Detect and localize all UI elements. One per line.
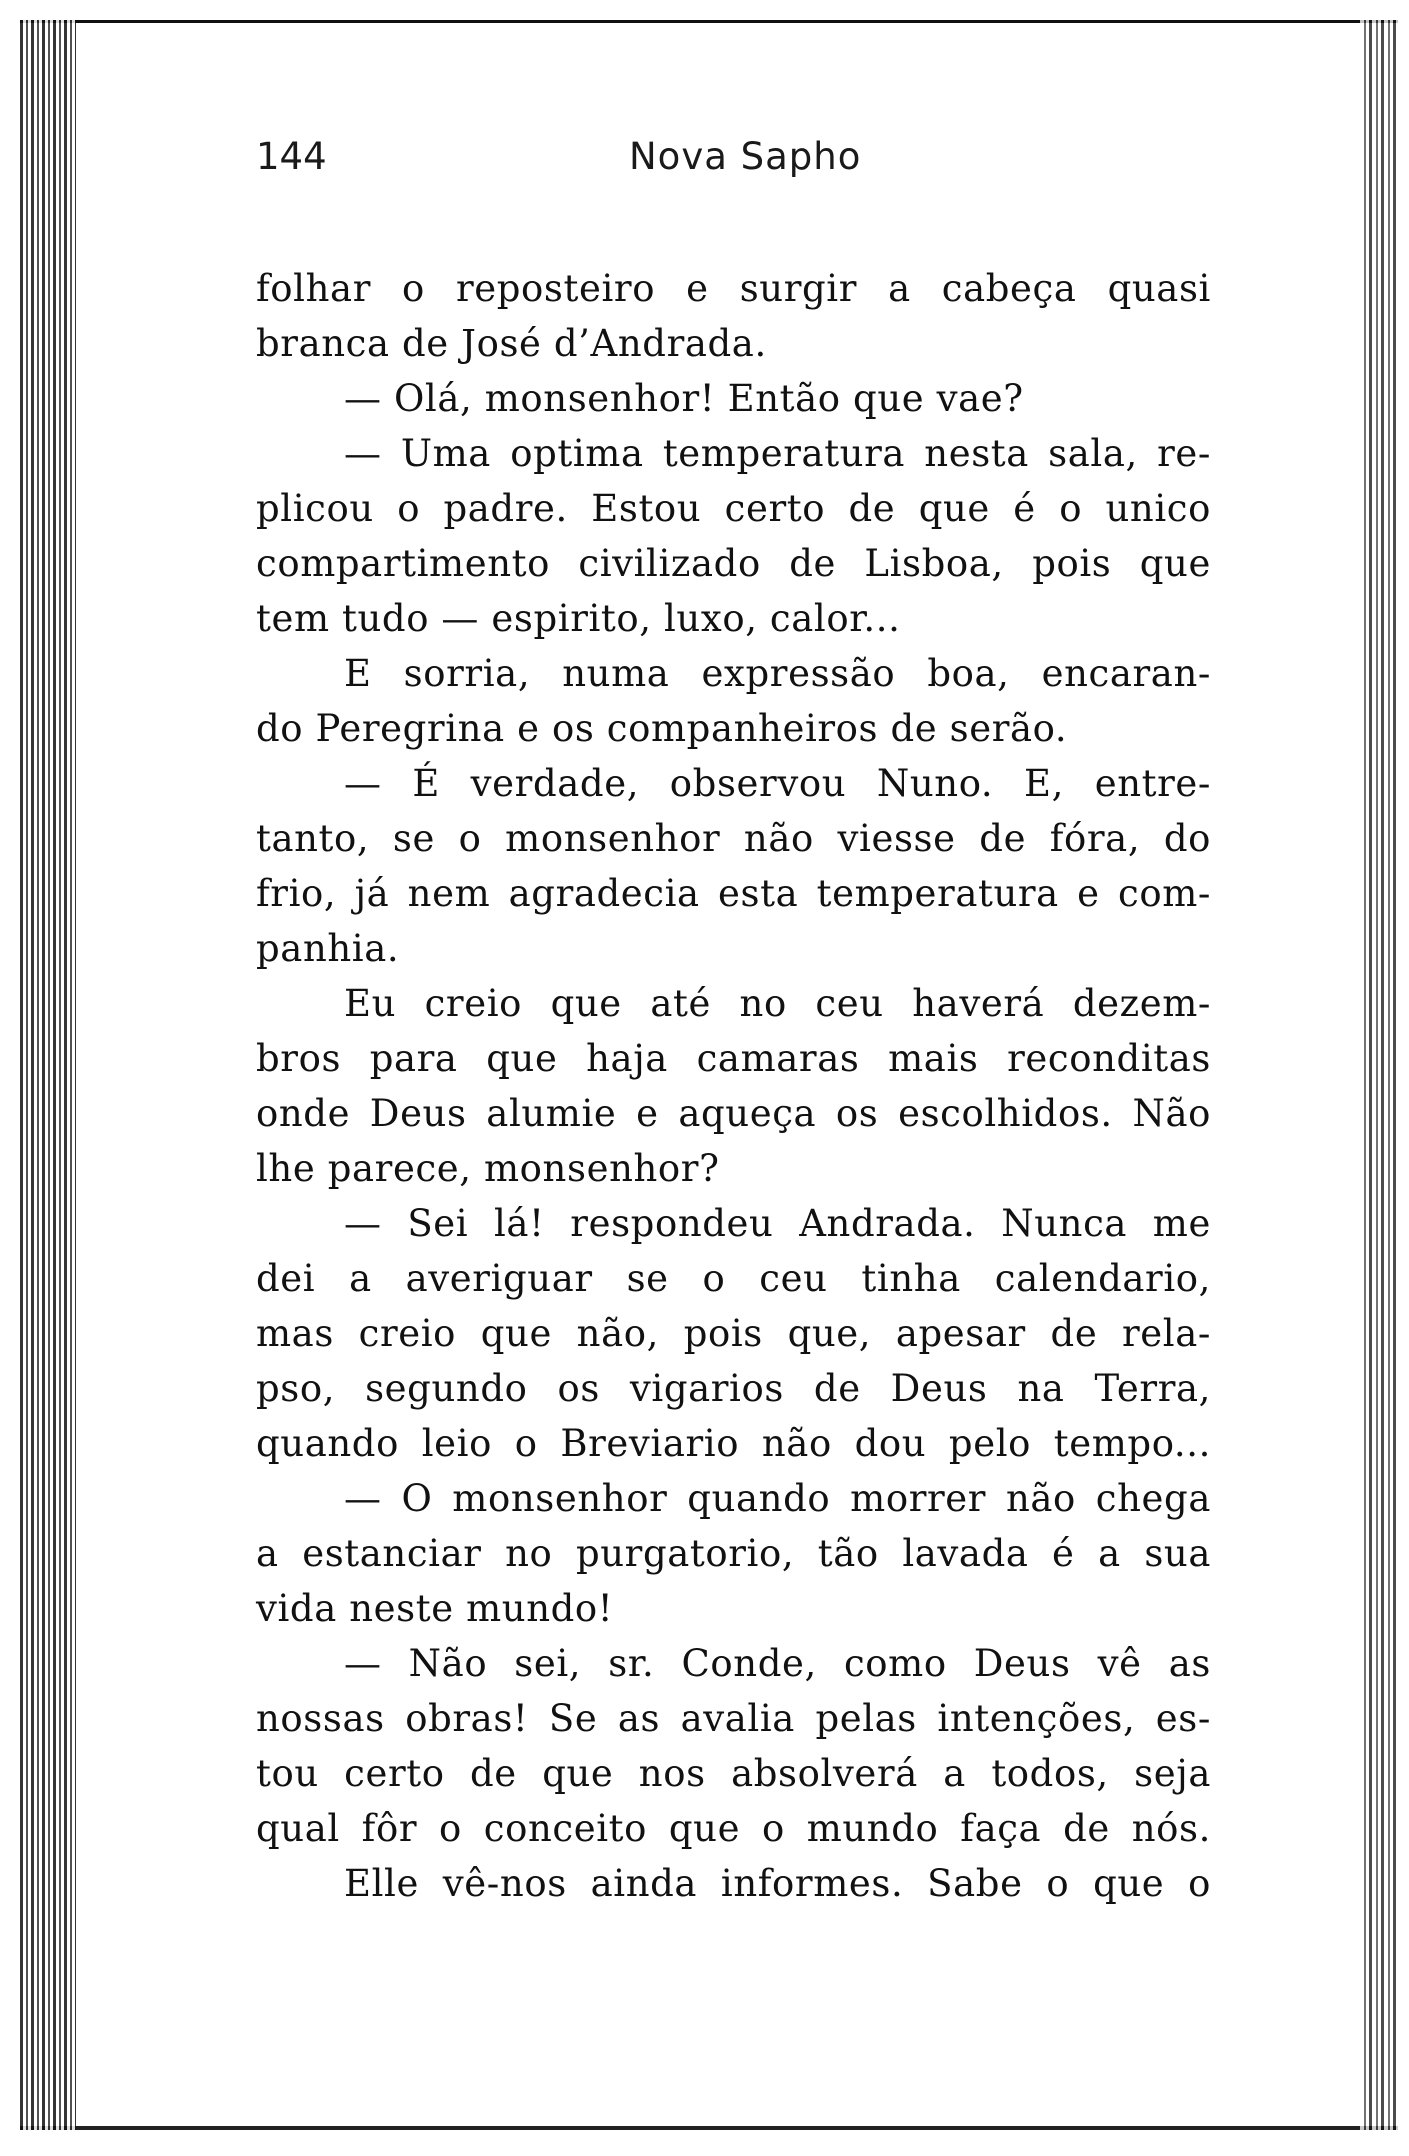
text-line: frio, já nem agradecia esta temperatura e com- [256, 872, 1211, 915]
text-line: panhia. [256, 927, 400, 970]
text-line: Eu creio que até no ceu haverá dezem- [344, 982, 1211, 1025]
text-line: vida neste mundo! [256, 1587, 614, 1630]
text-line: qual fôr o conceito que o mundo faça de nós. [256, 1807, 1211, 1850]
text-line: tem tudo — espirito, luxo, calor... [256, 597, 901, 640]
text-line: — Sei lá! respondeu Andrada. Nunca me [344, 1202, 1211, 1245]
text-line: — O monsenhor quando morrer não chega [344, 1477, 1211, 1520]
text-line: — Olá, monsenhor! Então que vae? [344, 377, 1024, 420]
text-line: — É verdade, observou Nuno. E, entre- [344, 762, 1211, 805]
text-line: onde Deus alumie e aqueça os escolhidos. Não [256, 1092, 1211, 1135]
text-line: E sorria, numa expressão boa, encaran- [344, 652, 1211, 695]
text-line: — Uma optima temperatura nesta sala, re- [344, 432, 1211, 475]
text-line: pso, segundo os vigarios de Deus na Terra, [256, 1367, 1211, 1410]
body-text [256, 261, 1211, 1911]
text-line: branca de José d’Andrada. [256, 322, 767, 365]
text-line: nossas obras! Se as avalia pelas intenções, es- [256, 1697, 1211, 1740]
text-line: Elle vê-nos ainda informes. Sabe o que o [344, 1862, 1211, 1905]
text-line: folhar o reposteiro e surgir a cabeça quasi [256, 267, 1211, 310]
running-title: Nova Sapho [629, 135, 862, 178]
text-line: mas creio que não, pois que, apesar de rela- [256, 1312, 1211, 1355]
book-spine-shadow [20, 20, 76, 2130]
text-line: do Peregrina e os companheiros de serão. [256, 707, 1068, 750]
text-line: tanto, se o monsenhor não viesse de fóra, do [256, 817, 1211, 860]
text-line: quando leio o Breviario não dou pelo tempo... [256, 1422, 1211, 1465]
text-line: dei a averiguar se o ceu tinha calendario, [256, 1257, 1211, 1300]
text-line: tou certo de que nos absolverá a todos, seja [256, 1752, 1211, 1795]
text-line: — Não sei, sr. Conde, como Deus vê as [344, 1642, 1211, 1685]
text-line: lhe parece, monsenhor? [256, 1147, 720, 1190]
page-edge-shadow [1360, 20, 1398, 2130]
text-line: a estanciar no purgatorio, tão lavada é a sua [256, 1532, 1211, 1575]
text-line: plicou o padre. Estou certo de que é o unico [256, 487, 1211, 530]
page-header [256, 135, 1211, 195]
page-number: 144 [256, 135, 327, 178]
text-line: compartimento civilizado de Lisboa, pois que [256, 542, 1211, 585]
text-line: bros para que haja camaras mais reconditas [256, 1037, 1211, 1080]
